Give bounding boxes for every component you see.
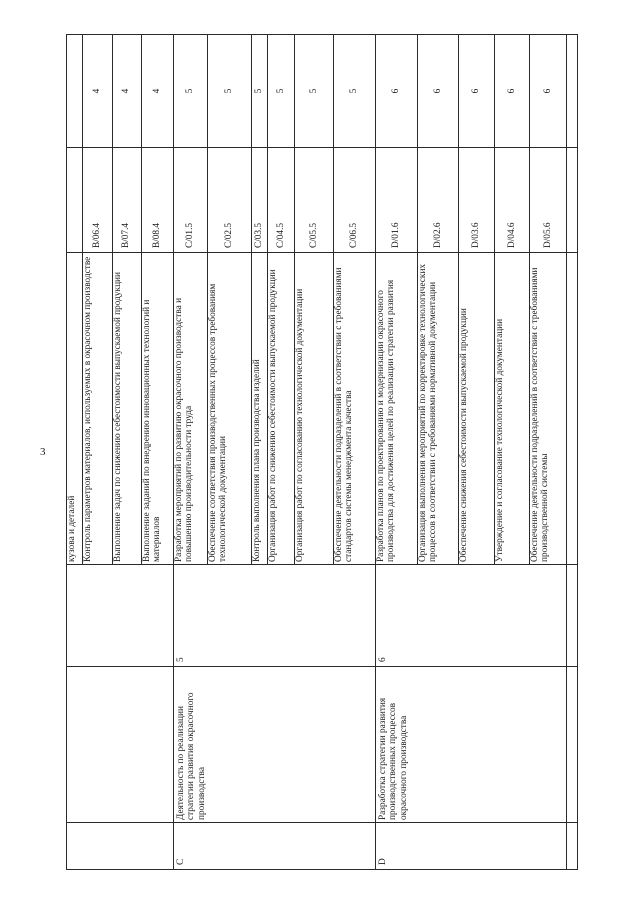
function-name: Выполнение задач по снижению себестоимости выпускаемой продукции — [112, 253, 141, 565]
function-level: 6 — [529, 35, 566, 148]
function-level: 5 — [207, 35, 251, 148]
table-row-bottom — [567, 35, 578, 870]
page-number: 3 — [40, 446, 46, 458]
function-level: 5 — [252, 35, 268, 148]
function-code: C/06.5 — [333, 148, 375, 253]
functions-table — [66, 34, 578, 870]
function-name: Обеспечение снижения себестоимости выпускаемой продукции — [458, 253, 494, 565]
function-name: Организация выполнения мероприятий по корректировке технологических процессов в соответствии с требованиями нормативной документации — [418, 253, 459, 565]
function-code — [67, 148, 83, 253]
function-code: D/05.6 — [529, 148, 566, 253]
function-code: D/04.6 — [494, 148, 529, 253]
function-level — [67, 35, 83, 148]
table-row — [173, 35, 207, 870]
function-level: 4 — [82, 35, 112, 148]
group-level-d: 6 — [375, 565, 566, 667]
rotated-table-container — [66, 35, 578, 870]
group-name-cell — [67, 667, 174, 823]
function-name: Обеспечение деятельности подразделений в соответствии с требованиями производственной системы — [529, 253, 566, 565]
function-code: C/02.5 — [207, 148, 251, 253]
function-name: Организация работ по снижению себестоимости выпускаемой продукции — [267, 253, 295, 565]
function-name: Контроль выполнения плана производства изделий — [252, 253, 268, 565]
function-code: D/03.6 — [458, 148, 494, 253]
function-name: Разработка мероприятий по развитию окрасочного производства и повышению производительности труда — [173, 253, 207, 565]
function-name: Организация работ по согласованию технологической документации — [295, 253, 333, 565]
function-name: Разработка планов по проектированию и модернизации окрасочного производства для достижения целей по реализации стратегии развития — [375, 253, 417, 565]
group-level-c: 5 — [173, 565, 375, 667]
function-code: C/04.5 — [267, 148, 295, 253]
group-name-d: Разработка стратегии развития производственных процессов окрасочного производства — [375, 667, 566, 823]
function-code: C/05.5 — [295, 148, 333, 253]
function-name: кузова и деталей — [67, 253, 83, 565]
group-name-c: Деятельность по реализации стратегии развития окрасочного производства — [173, 667, 375, 823]
function-level: 6 — [458, 35, 494, 148]
function-level: 6 — [494, 35, 529, 148]
function-code: B/06.4 — [82, 148, 112, 253]
function-code: D/01.6 — [375, 148, 417, 253]
function-name: Контроль параметров материалов, используемых в окрасочном производстве — [82, 253, 112, 565]
group-code-cell — [67, 823, 174, 870]
function-level: 4 — [112, 35, 141, 148]
function-code: D/02.6 — [418, 148, 459, 253]
function-level: 6 — [418, 35, 459, 148]
function-level: 6 — [375, 35, 417, 148]
function-name: Обеспечение деятельности подразделений в соответствии с требованиями стандартов системы менеджмента качества — [333, 253, 375, 565]
group-level-cell — [67, 565, 174, 667]
function-code: C/03.5 — [252, 148, 268, 253]
function-code: B/08.4 — [141, 148, 173, 253]
group-code-d: D — [375, 823, 566, 870]
function-level: 4 — [141, 35, 173, 148]
table-row — [67, 35, 83, 870]
function-name: Утверждение и согласование технологической документации — [494, 253, 529, 565]
function-code: C/01.5 — [173, 148, 207, 253]
function-name: Обеспечение соответствия производственных процессов требованиям технологической документации — [207, 253, 251, 565]
function-level: 5 — [333, 35, 375, 148]
function-code: B/07.4 — [112, 148, 141, 253]
group-code-c: C — [173, 823, 375, 870]
function-name: Выполнение заданий по внедрению инновационных технологий и материалов — [141, 253, 173, 565]
function-level: 5 — [173, 35, 207, 148]
table-row — [375, 35, 417, 870]
function-level: 5 — [295, 35, 333, 148]
function-level: 5 — [267, 35, 295, 148]
